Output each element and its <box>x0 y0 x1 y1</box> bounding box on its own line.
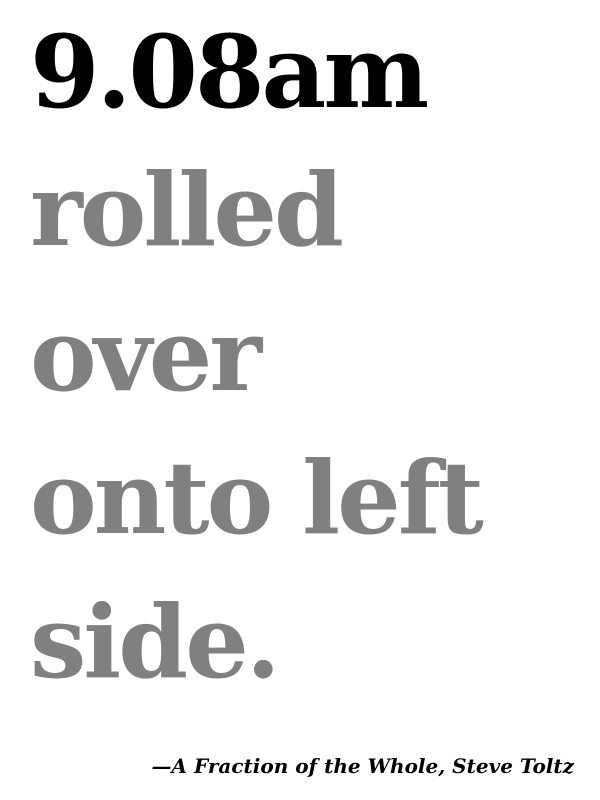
quote-line: onto left <box>30 439 481 557</box>
attribution: —A Fraction of the Whole, Steve Toltz <box>151 754 574 778</box>
quote-line: over <box>30 296 260 414</box>
time-heading: 9.08am <box>30 13 427 131</box>
quote-line: rolled <box>30 151 341 269</box>
quote-line: side. <box>30 583 278 701</box>
